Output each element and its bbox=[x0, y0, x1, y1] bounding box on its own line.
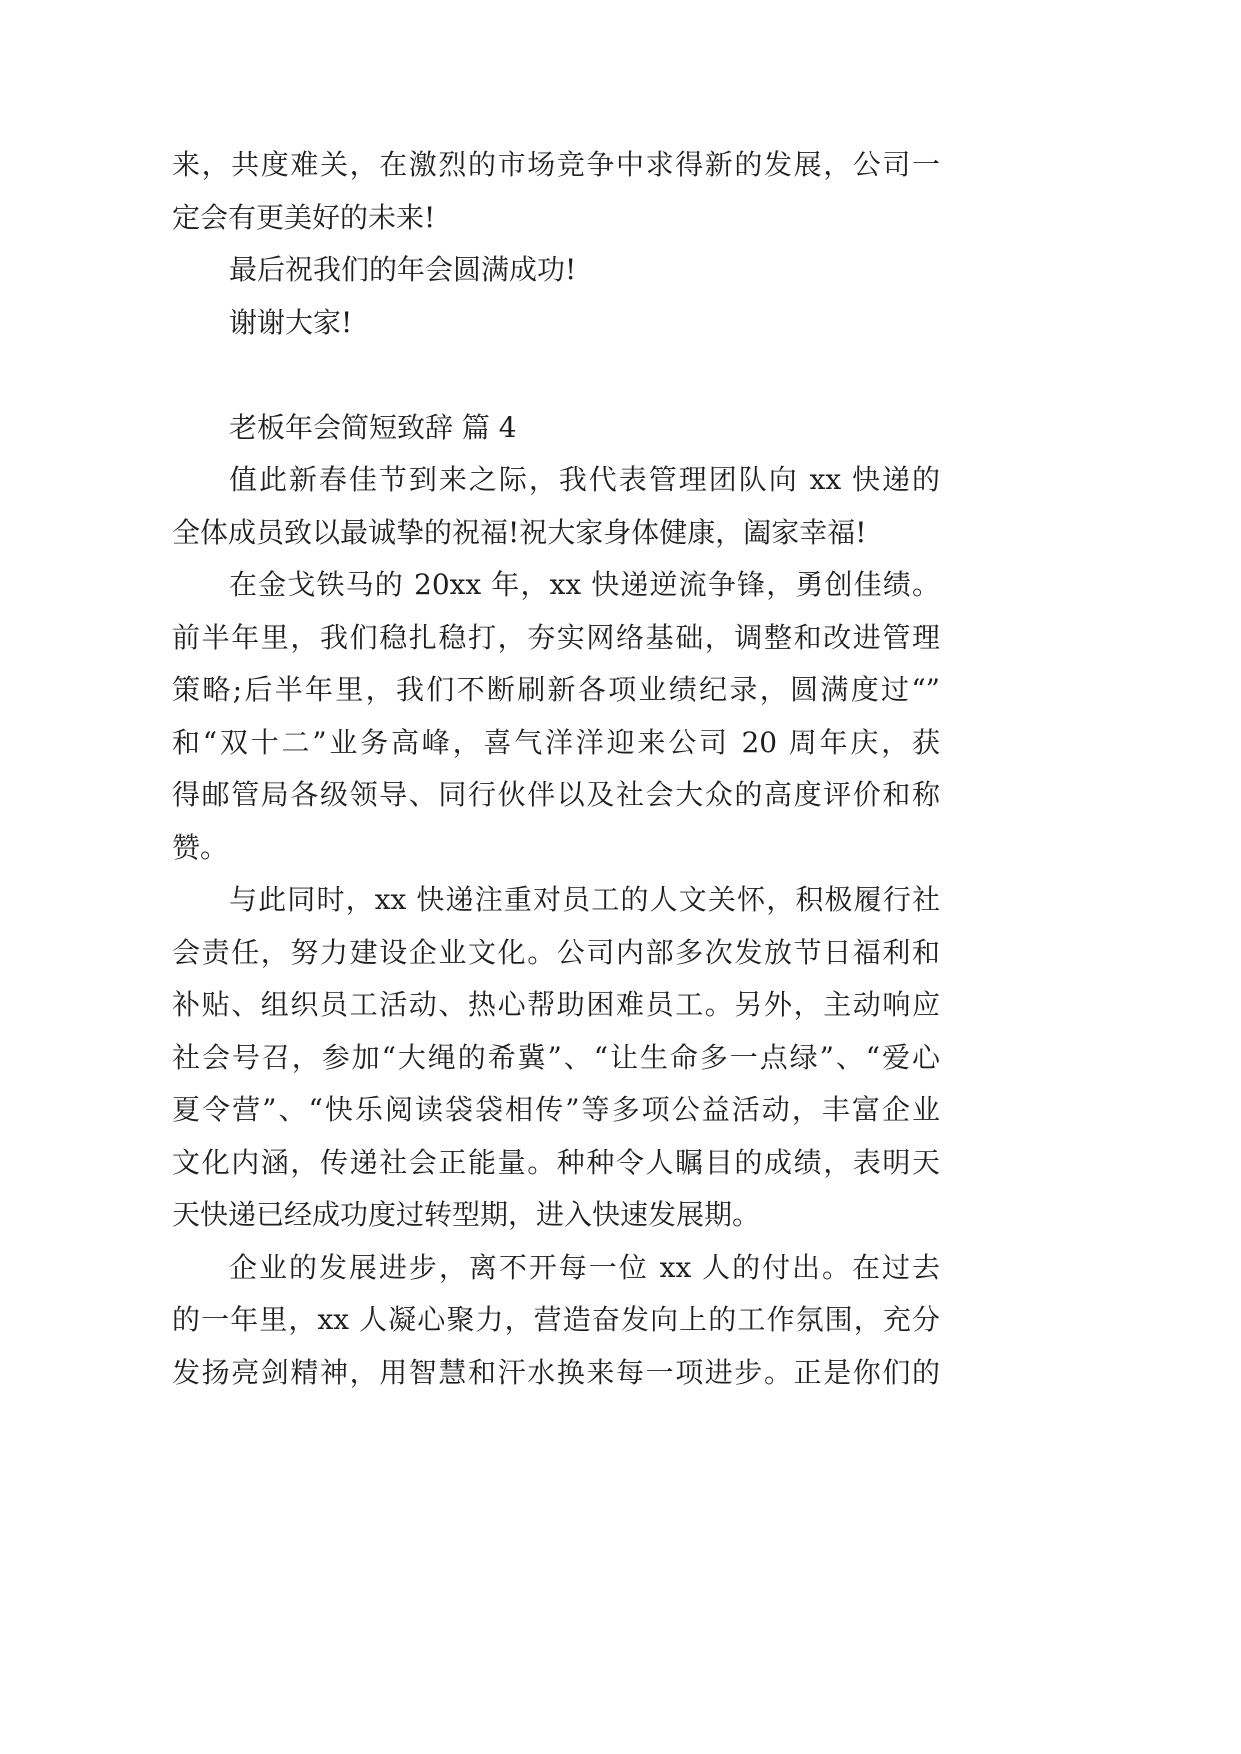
paragraph-thanks bbox=[172, 297, 940, 350]
text-line: 在金戈铁马的 20xx 年，xx 快递逆流争锋，勇创佳绩。 bbox=[229, 568, 940, 601]
text-line: 前半年里，我们稳扎稳打，夯实网络基础，调整和改进管理 bbox=[172, 620, 940, 654]
text-line: 的一年里，xx 人凝心聚力，营造奋发向上的工作氛围，充分 bbox=[172, 1303, 940, 1336]
text-line: 夏令营”、“快乐阅读袋袋相传”等多项公益活动，丰富企业 bbox=[172, 1093, 940, 1126]
text-line: 补贴、组织员工活动、热心帮助困难员工。另外，主动响应 bbox=[172, 988, 940, 1021]
text-line: 赞。 bbox=[172, 830, 229, 864]
blank-line bbox=[172, 349, 940, 402]
text-line: 发扬亮剑精神，用智慧和汗水换来每一项进步。正是你们的 bbox=[172, 1355, 940, 1389]
text-line: 社会号召，参加“大绳的希冀”、“让生命多一点绿”、“爱心 bbox=[172, 1040, 940, 1074]
paragraph-continued bbox=[172, 139, 940, 244]
text-line: 天快递已经成功度过转型期，进入快速发展期。 bbox=[172, 1198, 761, 1231]
text-line: 定会有更美好的未来! bbox=[172, 200, 436, 234]
paragraph bbox=[172, 454, 940, 559]
paragraph bbox=[172, 559, 940, 874]
text-line: 与此同时，xx 快递注重对员工的人文关怀，积极履行社 bbox=[229, 883, 940, 916]
text-line: 和“双十二”业务高峰，喜气洋洋迎来公司 20 周年庆，获 bbox=[172, 725, 940, 759]
paragraph-closing-wish bbox=[172, 244, 940, 297]
text-line: 谢谢大家! bbox=[229, 305, 353, 339]
text-line: 全体成员致以最诚挚的祝福!祝大家身体健康，阖家幸福! bbox=[172, 515, 867, 549]
text-line: 文化内涵，传递社会正能量。种种令人瞩目的成绩，表明天 bbox=[172, 1145, 940, 1179]
paragraph bbox=[172, 874, 940, 1242]
text-line: 企业的发展进步，离不开每一位 xx 人的付出。在过去 bbox=[229, 1250, 940, 1284]
text-line: 来，共度难关，在激烈的市场竞争中求得新的发展，公司一 bbox=[172, 148, 940, 181]
text-line: 值此新春佳节到来之际，我代表管理团队向 xx 快递的 bbox=[229, 463, 940, 496]
text-line: 最后祝我们的年会圆满成功! bbox=[229, 253, 577, 286]
text-line: 得邮管局各级领导、同行伙伴以及社会大众的高度评价和称 bbox=[172, 778, 940, 811]
document-body bbox=[172, 139, 940, 1399]
paragraph bbox=[172, 1242, 940, 1400]
text-line: 策略;后半年里，我们不断刷新各项业绩纪录，圆满度过“” bbox=[172, 673, 940, 706]
text-line: 会责任，努力建设企业文化。公司内部多次发放节日福利和 bbox=[172, 935, 940, 969]
section-heading: 老板年会简短致辞 篇 4 bbox=[229, 410, 517, 444]
